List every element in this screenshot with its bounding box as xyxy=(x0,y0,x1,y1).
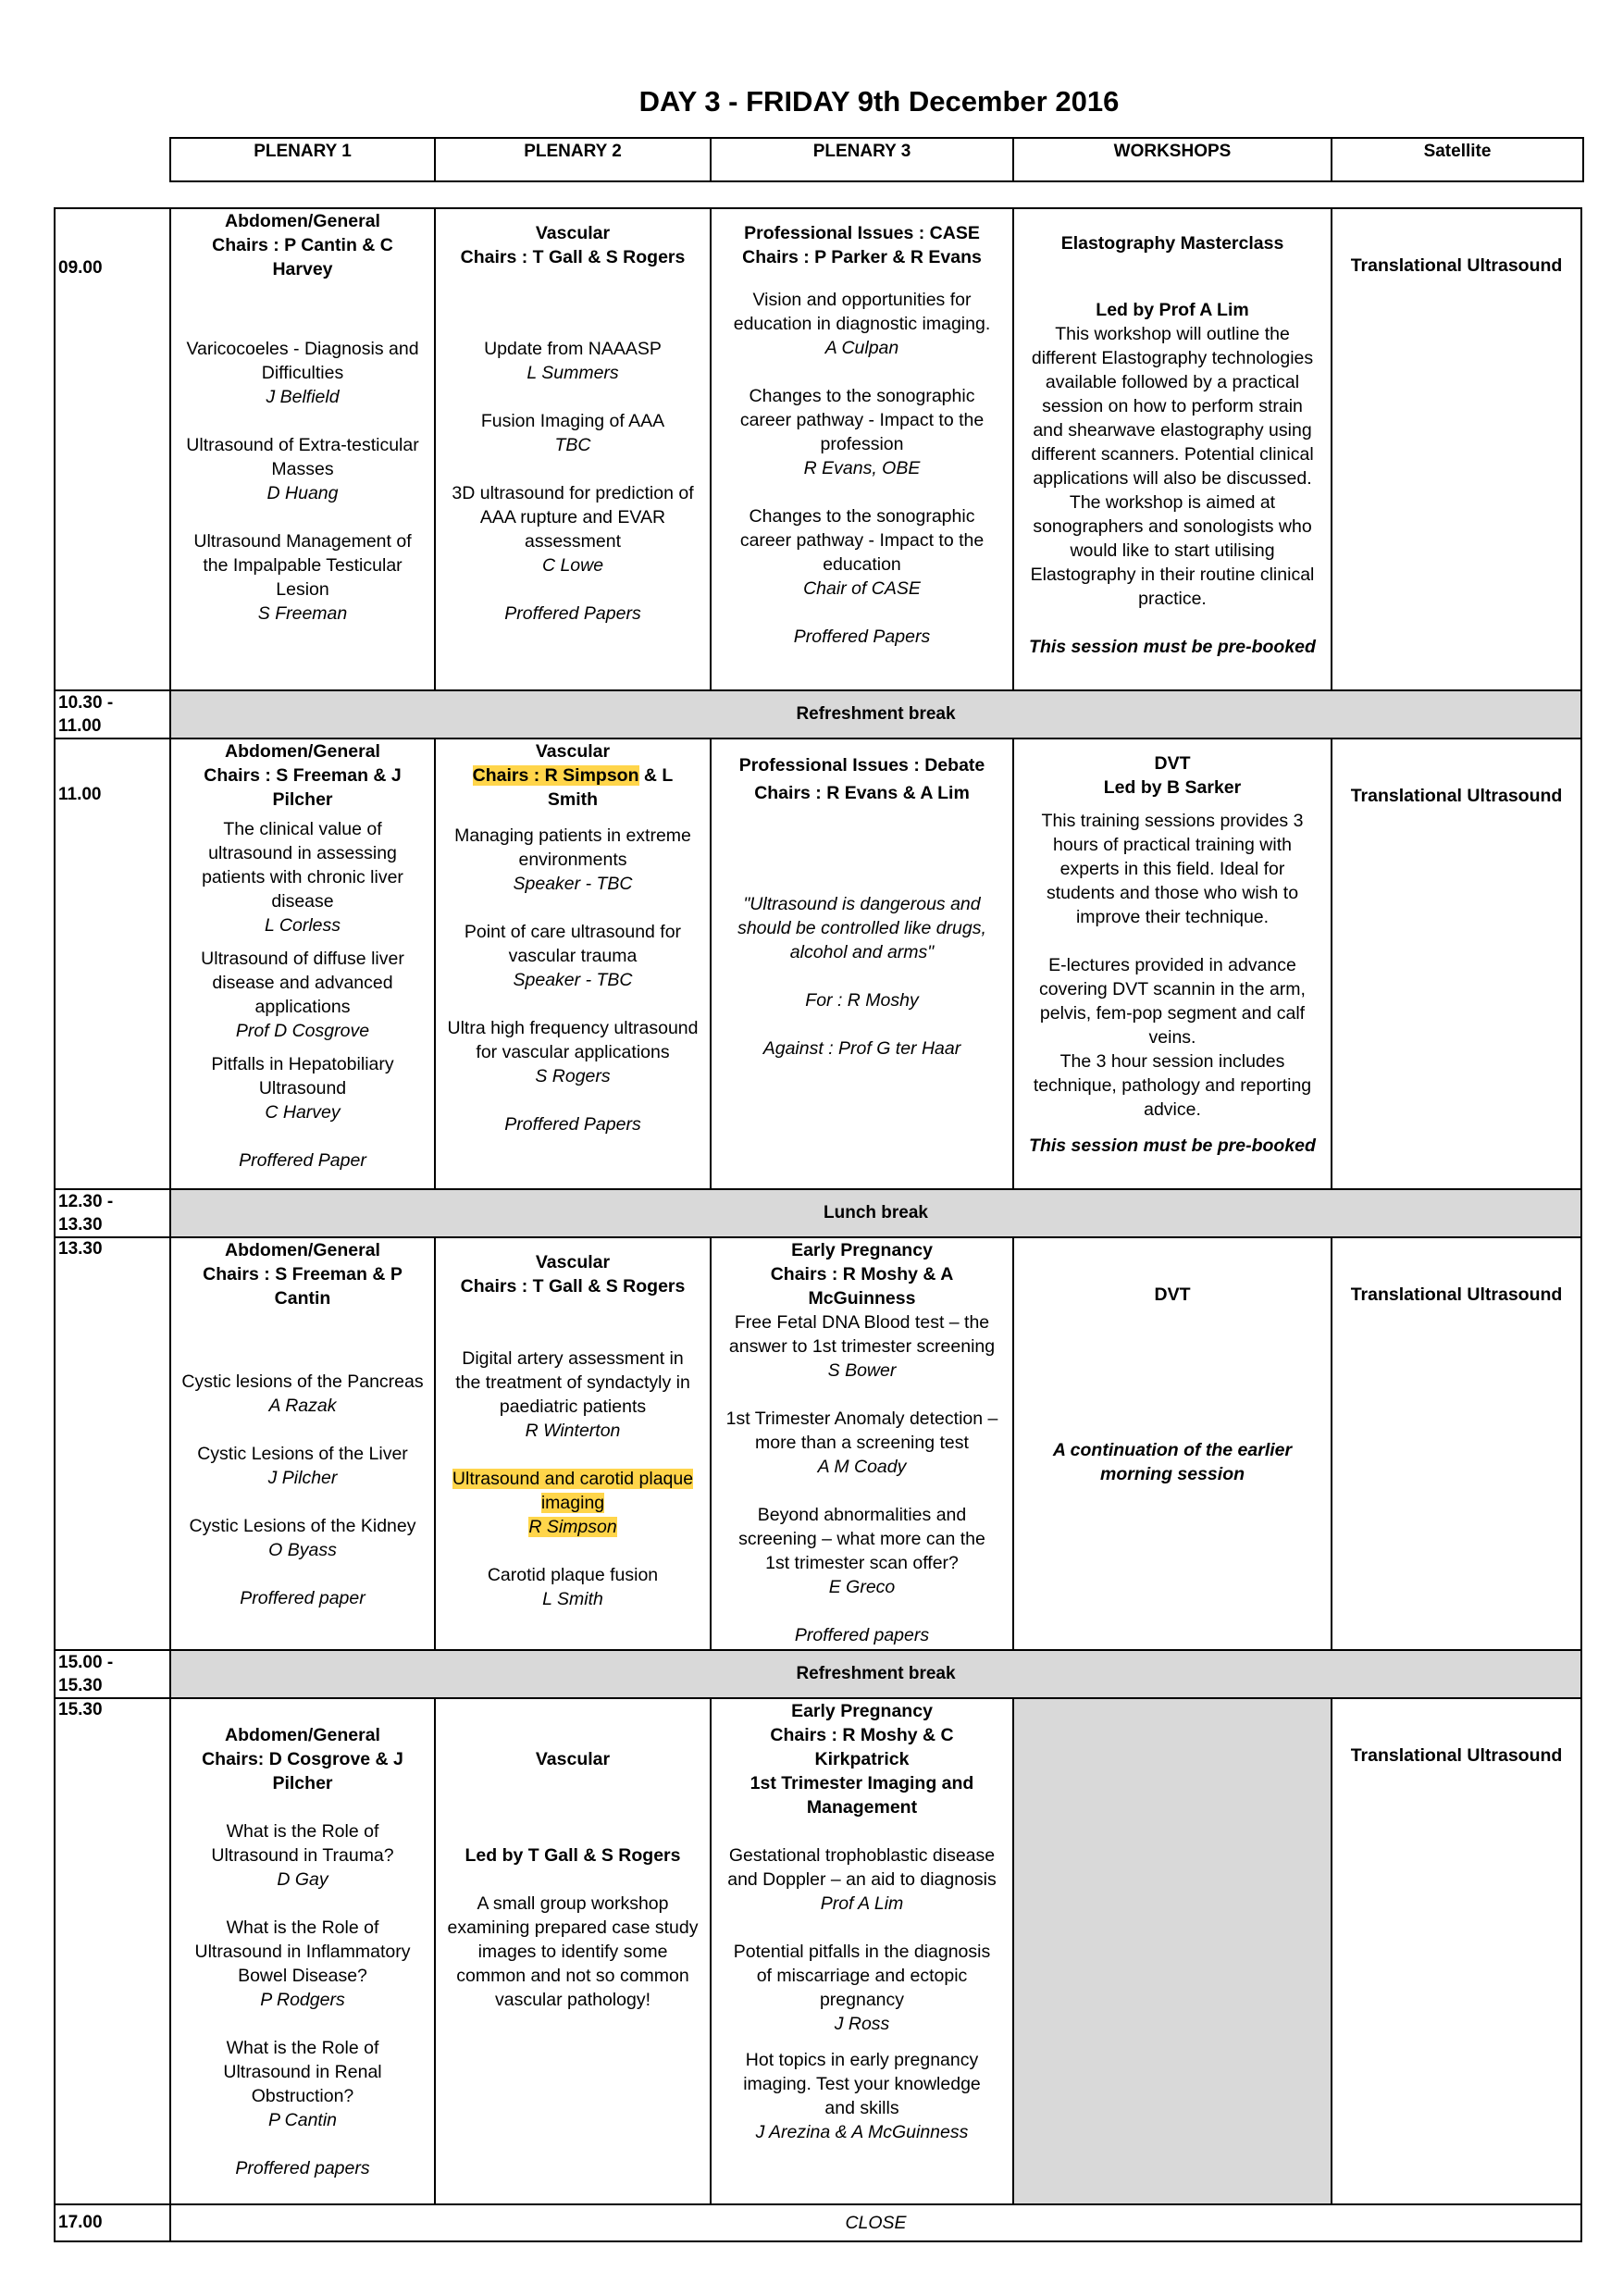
highlighted-talk-title: imaging xyxy=(540,1493,605,1513)
col-header-plenary-2: PLENARY 2 xyxy=(435,138,711,181)
workshop-text: hours of practical training with xyxy=(1053,835,1292,855)
talk-title: 1st Trimester Anomaly detection – xyxy=(725,1409,998,1429)
workshop-heading: DVT xyxy=(1154,1285,1191,1305)
talk-title: screening – what more can the xyxy=(738,1529,985,1549)
talk-title: more than a screening test xyxy=(755,1433,969,1453)
talk-title: 1st trimester scan offer? xyxy=(765,1553,959,1573)
talk-title: Free Fetal DNA Blood test – the xyxy=(734,1312,990,1333)
prebook-note: This session must be pre-booked xyxy=(1029,1136,1316,1156)
satellite-cell xyxy=(1332,738,1581,1189)
speaker: J Ross xyxy=(834,2014,890,2034)
session-chairs: Harvey xyxy=(272,259,333,279)
speaker: R Evans, OBE xyxy=(803,458,921,478)
satellite-cell xyxy=(1332,208,1581,690)
workshop-text: practice. xyxy=(1138,589,1207,609)
session-heading: Vascular xyxy=(535,1749,611,1769)
speaker: A M Coady xyxy=(817,1457,907,1477)
speaker: L Smith xyxy=(542,1589,603,1609)
session-row-1100 xyxy=(55,738,1581,1189)
time-cell xyxy=(55,1650,170,1698)
workshop-text: The 3 hour session includes xyxy=(1059,1051,1285,1072)
session-chairs: Chairs : S Freeman & J xyxy=(204,765,402,786)
speaker: J Arezina & A McGuinness xyxy=(755,2122,969,2142)
talk-title: Bowel Disease? xyxy=(238,1966,367,1986)
talk-title: Ultrasound in Renal xyxy=(223,2062,382,2082)
speaker: Prof A Lim xyxy=(820,1893,904,1914)
talk-title: Digital artery assessment in xyxy=(462,1348,684,1369)
session-description: A small group workshop xyxy=(477,1893,669,1914)
workshop-cell xyxy=(1013,208,1332,690)
speaker: A Razak xyxy=(268,1396,337,1416)
column-header-table xyxy=(169,137,1584,182)
speaker: S Freeman xyxy=(257,603,348,624)
schedule-table xyxy=(54,207,1582,2242)
time-cell xyxy=(55,690,170,738)
session-row-0900 xyxy=(55,208,1581,690)
speaker: Chair of CASE xyxy=(803,578,921,599)
satellite-cell xyxy=(1332,1698,1581,2204)
speaker: C Lowe xyxy=(541,555,604,576)
workshop-cell xyxy=(1013,1237,1332,1650)
highlighted-speaker: R Simpson xyxy=(528,1517,617,1537)
speaker: A Culpan xyxy=(824,338,899,358)
session-heading: Professional Issues : Debate xyxy=(738,755,985,776)
workshop-text: different scanners. Potential clinical xyxy=(1031,444,1314,465)
session-chairs: Cantin xyxy=(274,1288,331,1309)
proffered-papers: Proffered paper xyxy=(240,1588,365,1608)
session-chairs: Smith xyxy=(547,789,599,810)
talk-title: Difficulties xyxy=(261,363,344,383)
close-row xyxy=(55,2204,1581,2241)
close-label: CLOSE xyxy=(170,2204,1581,2241)
session-chairs: Kirkpatrick xyxy=(814,1749,910,1769)
talk-title: and skills xyxy=(824,2098,899,2118)
talk-title: What is the Role of xyxy=(226,2038,379,2058)
col-header-workshops: WORKSHOPS xyxy=(1013,138,1332,181)
plenary-1-cell xyxy=(170,1698,435,2204)
workshop-text: session on how to perform strain xyxy=(1042,396,1303,416)
plenary-2-cell xyxy=(435,208,711,690)
talk-title: Ultrasound Management of xyxy=(193,531,412,552)
talk-title: Beyond abnormalities and xyxy=(757,1505,967,1525)
session-row-1530 xyxy=(55,1698,1581,2204)
refreshment-break: Refreshment break xyxy=(170,1650,1581,1698)
talk-title: for vascular applications xyxy=(476,1042,670,1062)
talk-title: Ultrasound xyxy=(258,1078,347,1098)
session-heading: Abdomen/General xyxy=(225,1725,380,1745)
session-chairs xyxy=(438,763,708,788)
talk-title: career pathway - Impact to the xyxy=(739,410,985,430)
talk-title: Point of care ultrasound for xyxy=(464,922,682,942)
break-row xyxy=(55,690,1581,738)
session-heading: Abdomen/General xyxy=(225,211,380,231)
workshop-text: E-lectures provided in advance xyxy=(1048,955,1296,975)
session-chairs: Chairs : S Freeman & P xyxy=(203,1264,403,1285)
session-heading: Abdomen/General xyxy=(225,1240,380,1260)
plenary-1-cell xyxy=(170,208,435,690)
speaker: D Gay xyxy=(277,1869,328,1890)
time-label: 09.00 xyxy=(58,258,103,278)
talk-title: assessment xyxy=(524,531,622,552)
debate-motion: alcohol and arms" xyxy=(789,942,935,962)
talk-title: Cystic lesions of the Pancreas xyxy=(181,1371,424,1392)
time-cell xyxy=(55,1237,170,1650)
break-row xyxy=(55,1650,1581,1698)
session-heading: Vascular xyxy=(535,741,611,762)
workshop-text: covering DVT scannin in the arm, xyxy=(1039,979,1306,999)
talk-title: Varicocoeles - Diagnosis and xyxy=(186,339,419,359)
satellite-cell xyxy=(1332,1237,1581,1650)
session-heading: Early Pregnancy xyxy=(791,1240,933,1260)
workshop-text: This training sessions provides 3 xyxy=(1041,811,1304,831)
workshop-heading: Elastography Masterclass xyxy=(1060,233,1284,254)
time-label: 13.30 xyxy=(58,1239,103,1259)
speaker: P Rodgers xyxy=(260,1990,345,2010)
plenary-3-cell xyxy=(711,738,1013,1189)
satellite-label: Translational Ultrasound xyxy=(1350,255,1563,276)
talk-title: Update from NAAASP xyxy=(484,339,662,359)
debate-for: For : R Moshy xyxy=(805,990,919,1011)
session-chairs: Pilcher xyxy=(272,789,333,810)
talk-title: paediatric patients xyxy=(499,1396,647,1417)
lunch-break: Lunch break xyxy=(170,1189,1581,1237)
time-label: 15.30 xyxy=(58,1700,103,1719)
speaker: L Summers xyxy=(527,363,619,383)
time-cell: 17.00 xyxy=(55,2204,170,2241)
plenary-2-cell xyxy=(435,1237,711,1650)
session-chairs: Chairs : R Moshy & C xyxy=(770,1725,954,1745)
talk-title: Changes to the sonographic xyxy=(749,506,975,527)
time-label: 13.30 xyxy=(58,1215,103,1235)
talk-title: pregnancy xyxy=(819,1990,905,2010)
debate-motion: "Ultrasound is dangerous and xyxy=(743,894,981,914)
time-cell xyxy=(55,1189,170,1237)
time-label: 15.30 xyxy=(58,1676,103,1695)
debate-against: Against : Prof G ter Haar xyxy=(762,1038,961,1059)
talk-title: education in diagnostic imaging. xyxy=(733,314,991,334)
prebook-note: This session must be pre-booked xyxy=(1029,637,1316,657)
talk-title: Ultrasound in Inflammatory xyxy=(194,1942,411,1962)
speaker: Speaker - TBC xyxy=(513,874,633,894)
workshop-cell-empty xyxy=(1013,1698,1332,2204)
talk-title: imaging. Test your knowledge xyxy=(743,2074,981,2094)
session-chairs: Chairs : T Gall & S Rogers xyxy=(460,247,686,267)
workshop-text: improve their technique. xyxy=(1075,907,1270,927)
talk-title: The clinical value of xyxy=(223,819,382,839)
session-lead: Led by T Gall & S Rogers xyxy=(465,1845,681,1866)
speaker: TBC xyxy=(554,435,591,455)
talk-title: and Doppler – an aid to diagnosis xyxy=(727,1869,997,1890)
session-chairs: Chairs : P Cantin & C xyxy=(212,235,393,255)
proffered-papers: Proffered Papers xyxy=(504,1114,641,1135)
session-heading: Abdomen/General xyxy=(225,741,380,762)
plenary-3-cell xyxy=(711,1698,1013,2204)
talk-title: Hot topics in early pregnancy xyxy=(745,2050,979,2070)
talk-title: Changes to the sonographic xyxy=(749,386,975,406)
talk-title: disease xyxy=(271,891,334,912)
time-cell xyxy=(55,1698,170,2204)
session-chairs: Chairs: D Cosgrove & J xyxy=(202,1749,403,1769)
talk-title: disease and advanced xyxy=(212,973,393,993)
session-heading: Vascular xyxy=(535,1252,611,1272)
continuation-note: A continuation of the earlier xyxy=(1052,1440,1293,1460)
workshop-text: Elastography in their routine clinical xyxy=(1030,565,1315,585)
workshop-text: advice. xyxy=(1144,1099,1201,1120)
proffered-papers: Proffered papers xyxy=(794,1625,930,1645)
talk-title: career pathway - Impact to the xyxy=(739,530,985,551)
speaker: Speaker - TBC xyxy=(513,970,633,990)
time-label: 12.30 - xyxy=(58,1192,114,1211)
talk-title: Fusion Imaging of AAA xyxy=(480,411,665,431)
session-chairs: Pilcher xyxy=(272,1773,333,1793)
speaker: J Pilcher xyxy=(267,1468,338,1488)
talk-title: ultrasound in assessing xyxy=(208,843,397,863)
workshop-lead: Led by B Sarker xyxy=(1103,777,1242,798)
session-description: images to identify some xyxy=(477,1942,668,1962)
plenary-3-cell xyxy=(711,1237,1013,1650)
proffered-papers: Proffered Papers xyxy=(793,627,931,647)
session-chairs: Chairs : R Moshy & A xyxy=(770,1264,954,1285)
talk-title: the Impalpable Testicular xyxy=(203,555,403,576)
workshop-text: veins. xyxy=(1148,1027,1196,1048)
speaker: R Winterton xyxy=(525,1421,621,1441)
col-header-plenary-3: PLENARY 3 xyxy=(711,138,1013,181)
workshop-text: pelvis, fem-pop segment and calf xyxy=(1039,1003,1306,1024)
workshop-text: The workshop is aimed at xyxy=(1069,492,1276,513)
speaker: J Belfield xyxy=(266,387,340,407)
talk-title: Vision and opportunities for xyxy=(752,290,972,310)
workshop-cell xyxy=(1013,738,1332,1189)
refreshment-break: Refreshment break xyxy=(170,690,1581,738)
talk-title: Ultrasound of Extra-testicular xyxy=(186,435,419,455)
satellite-label: Translational Ultrasound xyxy=(1350,1745,1563,1766)
time-label: 11.00 xyxy=(58,716,102,736)
talk-title: education xyxy=(823,554,901,575)
proffered-papers: Proffered papers xyxy=(235,2158,370,2178)
speaker: O Byass xyxy=(268,1540,337,1560)
session-subtitle: 1st Trimester Imaging and xyxy=(750,1773,974,1793)
session-heading: Early Pregnancy xyxy=(791,1701,933,1721)
talk-title: Masses xyxy=(271,459,334,479)
workshop-heading: DVT xyxy=(1154,753,1191,774)
col-header-satellite: Satellite xyxy=(1332,138,1583,181)
speaker: L Corless xyxy=(264,915,341,936)
session-subtitle: Management xyxy=(806,1797,918,1818)
talk-title: Cystic Lesions of the Kidney xyxy=(189,1516,416,1536)
talk-title: Potential pitfalls in the diagnosis xyxy=(733,1942,991,1962)
time-label: 15.00 - xyxy=(58,1653,114,1672)
talk-title: AAA rupture and EVAR xyxy=(479,507,666,527)
workshop-text: and shearwave elastography using xyxy=(1033,420,1312,441)
talk-title: profession xyxy=(820,434,904,454)
workshop-lead: Led by Prof A Lim xyxy=(1096,300,1249,320)
plenary-1-cell xyxy=(170,738,435,1189)
time-label: 10.30 - xyxy=(58,693,114,713)
continuation-note: morning session xyxy=(1099,1464,1245,1484)
workshop-text: sonographers and sonologists who xyxy=(1033,516,1312,537)
plenary-2-cell xyxy=(435,738,711,1189)
plenary-3-cell xyxy=(711,208,1013,690)
plenary-2-cell xyxy=(435,1698,711,2204)
time-cell xyxy=(55,738,170,1189)
workshop-text: students and those who wish to xyxy=(1046,883,1299,903)
session-heading: Vascular xyxy=(535,223,611,243)
talk-title: Lesion xyxy=(276,579,329,600)
col-header-plenary-1: PLENARY 1 xyxy=(170,138,435,181)
proffered-papers: Proffered Paper xyxy=(239,1150,366,1171)
talk-title: Ultrasound of diffuse liver xyxy=(201,949,404,969)
talk-title: Ultrasound in Trauma? xyxy=(211,1845,394,1866)
speaker: P Cantin xyxy=(267,2110,338,2130)
workshop-text: experts in this field. Ideal for xyxy=(1059,859,1285,879)
proffered-papers: Proffered Papers xyxy=(504,603,641,624)
workshop-text: would like to start utilising xyxy=(1070,540,1275,561)
session-chairs: Chairs : T Gall & S Rogers xyxy=(460,1276,686,1297)
speaker: S Bower xyxy=(827,1360,897,1381)
talk-title: Pitfalls in Hepatobiliary xyxy=(211,1054,394,1074)
plenary-1-cell xyxy=(170,1237,435,1650)
debate-motion: should be controlled like drugs, xyxy=(737,918,986,938)
time-label: 11.00 xyxy=(58,785,102,804)
workshop-text: applications will also be discussed. xyxy=(1033,468,1312,489)
session-description: vascular pathology! xyxy=(494,1990,651,2010)
talk-title: environments xyxy=(518,850,627,870)
talk-title: Managing patients in extreme xyxy=(454,825,691,846)
speaker: S Rogers xyxy=(535,1066,611,1086)
talk-title: the treatment of syndactyly in xyxy=(455,1372,690,1393)
highlighted-chairs: Chairs : R Simpson xyxy=(472,765,639,786)
speaker: Prof D Cosgrove xyxy=(235,1021,370,1041)
talk-title: of miscarriage and ectopic xyxy=(756,1966,968,1986)
chairs-rest: & L xyxy=(638,765,674,786)
highlighted-talk-title: Ultrasound and carotid plaque xyxy=(452,1469,694,1489)
talk-title: Obstruction? xyxy=(251,2086,354,2106)
talk-title: patients with chronic liver xyxy=(202,867,403,887)
talk-title: What is the Role of xyxy=(226,1917,379,1938)
page-title: DAY 3 - FRIDAY 9th December 2016 xyxy=(638,85,1120,118)
session-chairs: Chairs : P Parker & R Evans xyxy=(742,247,982,267)
session-description: common and not so common xyxy=(456,1966,689,1986)
speaker: D Huang xyxy=(266,483,339,503)
session-chairs: McGuinness xyxy=(808,1288,916,1309)
talk-title: 3D ultrasound for prediction of xyxy=(452,483,694,503)
talk-title: Cystic Lesions of the Liver xyxy=(197,1444,408,1464)
session-heading: Professional Issues : CASE xyxy=(744,223,980,243)
workshop-text: available followed by a practical xyxy=(1045,372,1300,392)
talk-title: applications xyxy=(254,997,351,1017)
talk-title: answer to 1st trimester screening xyxy=(728,1336,996,1357)
break-row xyxy=(55,1189,1581,1237)
workshop-text: technique, pathology and reporting xyxy=(1033,1075,1312,1096)
session-description: examining prepared case study xyxy=(447,1917,699,1938)
time-cell xyxy=(55,208,170,690)
satellite-label: Translational Ultrasound xyxy=(1350,1285,1563,1305)
speaker: E Greco xyxy=(828,1577,896,1597)
talk-title: Carotid plaque fusion xyxy=(487,1565,659,1585)
session-chairs: Chairs : R Evans & A Lim xyxy=(754,783,970,803)
workshop-text: This workshop will outline the xyxy=(1055,324,1290,344)
talk-title: Ultra high frequency ultrasound xyxy=(447,1018,699,1038)
talk-title: Gestational trophoblastic disease xyxy=(728,1845,996,1866)
talk-title: vascular trauma xyxy=(508,946,638,966)
talk-title: What is the Role of xyxy=(226,1821,379,1842)
speaker: C Harvey xyxy=(265,1102,341,1123)
session-row-1330 xyxy=(55,1237,1581,1650)
workshop-text: different Elastography technologies xyxy=(1031,348,1314,368)
satellite-label: Translational Ultrasound xyxy=(1350,786,1563,806)
